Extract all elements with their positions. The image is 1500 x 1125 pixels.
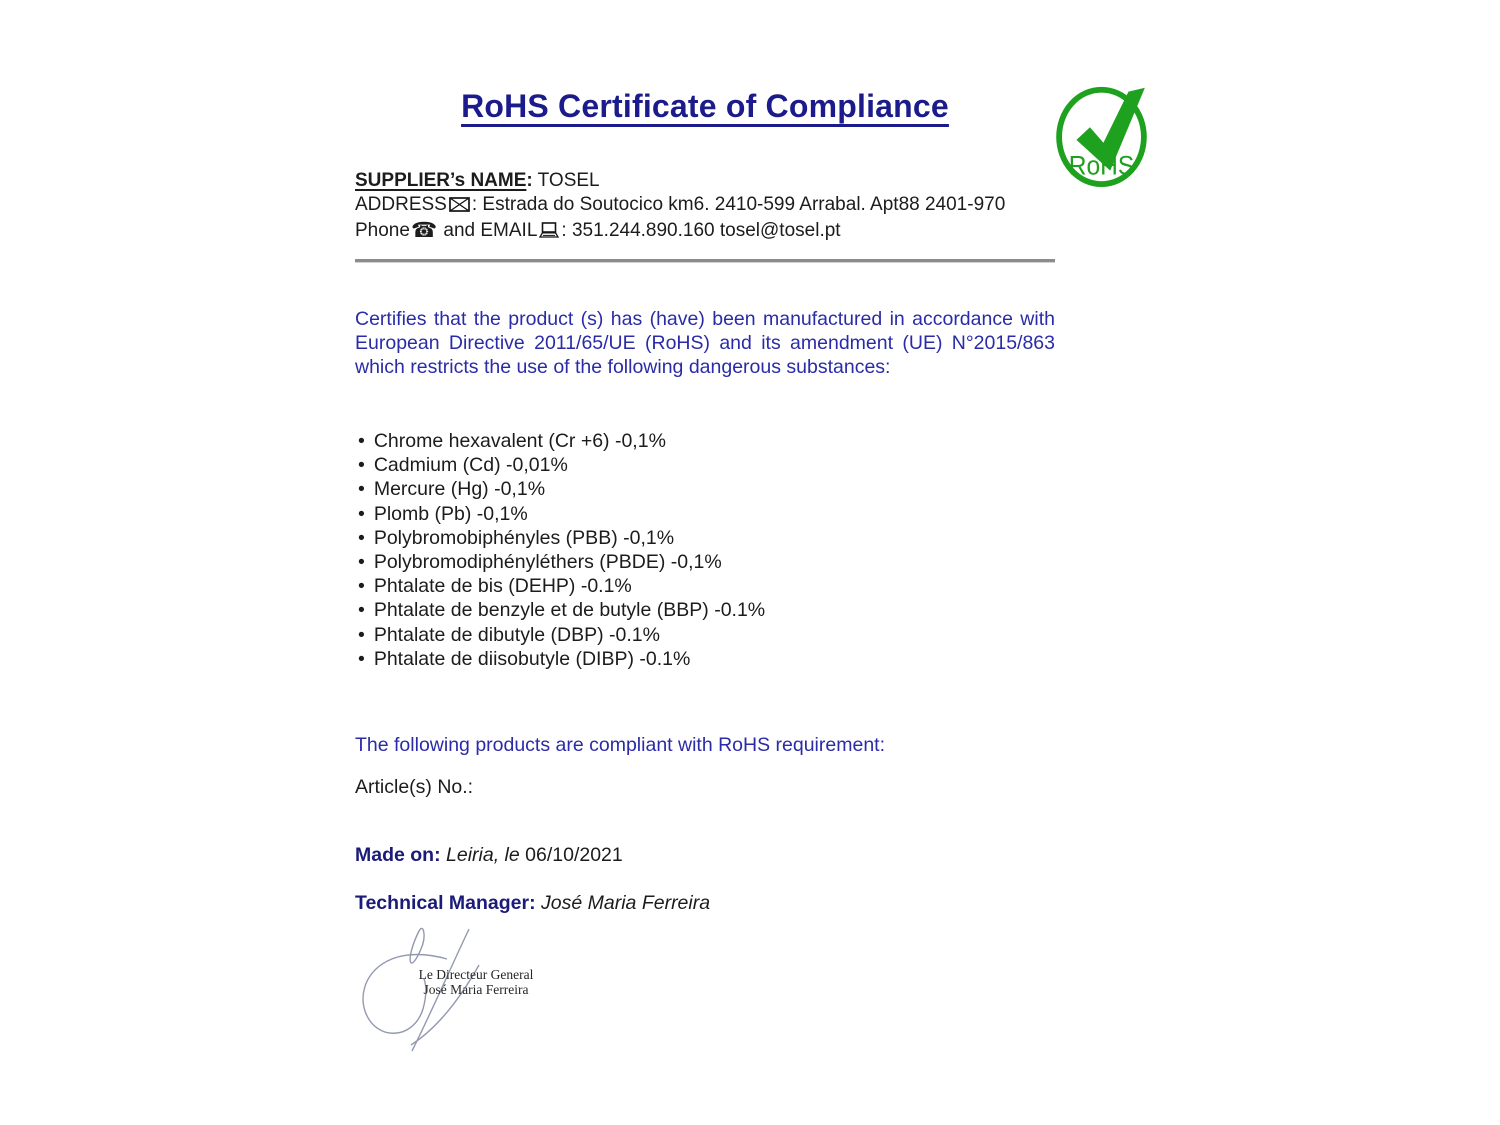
supplier-address-line: ADDRESS : Estrada do Soutocico km6. 2410-599 Arrabal. Apt88 2401-970	[355, 193, 1055, 219]
substance-item: • Phtalate de dibutyle (DBP) -0.1%	[358, 623, 1055, 647]
substance-item: • Polybromobiphényles (PBB) -0,1%	[358, 526, 1055, 550]
made-on-line	[355, 843, 1055, 867]
made-on-date: 06/10/2021	[525, 844, 623, 867]
signature-line-1: Le Directeur General	[418, 967, 534, 983]
substance-item: • Chrome hexavalent (Cr +6) -0,1%	[358, 429, 1055, 453]
phone-icon: ☎	[410, 219, 438, 242]
supplier-name-value: TOSEL	[537, 170, 600, 191]
rohs-checkmark-icon	[1053, 82, 1150, 188]
contact-value: 351.244.890.160 tosel@tosel.pt	[571, 220, 841, 241]
technical-manager-label: Technical Manager:	[355, 892, 536, 915]
substances-list	[355, 429, 1055, 671]
computer-icon	[539, 221, 559, 245]
signature-line-2: José Maria Ferreira	[423, 982, 529, 998]
substance-item: • Phtalate de diisobutyle (DIBP) -0.1%	[358, 647, 1055, 671]
and-email-label: and EMAIL	[443, 220, 538, 241]
horizontal-divider	[355, 259, 1055, 263]
signature-block	[355, 925, 585, 1057]
compliance-statement: The following products are compliant with RoHS requirement:	[355, 734, 885, 757]
substance-item: • Plomb (Pb) -0,1%	[358, 502, 1055, 526]
phone-label: Phone	[355, 220, 410, 241]
substance-item: • Phtalate de benzyle et de butyle (BBP) -0.1%	[358, 598, 1055, 622]
supplier-name-line: SUPPLIER’s NAME: TOSEL	[355, 170, 600, 191]
certification-statement: Certifies that the product (s) has (have) been manufactured in accordance with European Directive 2011/65/UE (RoHS) and its amendment (UE) N°2015/863 which restricts the use of the following dangerous substances:	[355, 308, 1055, 378]
envelope-icon	[449, 195, 470, 219]
signature-text	[391, 967, 561, 997]
certificate-content	[355, 0, 1055, 1057]
technical-manager-name: José Maria Ferreira	[541, 892, 711, 915]
substance-item: • Polybromodiphényléthers (PBDE) -0,1%	[358, 550, 1055, 574]
substance-item: • Mercure (Hg) -0,1%	[358, 477, 1055, 501]
substance-item: • Phtalate de bis (DEHP) -0.1%	[358, 574, 1055, 598]
address-value: Estrada do Soutocico km6. 2410-599 Arrabal. Apt88 2401-970	[482, 194, 1006, 215]
article-number-label: Article(s) No.:	[355, 776, 474, 799]
supplier-block	[355, 169, 1055, 245]
rohs-logo-text: RoHS	[1068, 150, 1135, 181]
substance-item: • Cadmium (Cd) -0,01%	[358, 453, 1055, 477]
rohs-logo	[1053, 82, 1150, 188]
page-title: RoHS Certificate of Compliance	[461, 88, 949, 124]
address-label: ADDRESS	[355, 194, 447, 215]
made-on-place: Leiria, le	[446, 844, 520, 867]
technical-manager-line	[355, 891, 1055, 915]
supplier-name-label: SUPPLIER’s NAME	[355, 170, 527, 191]
supplier-contact-line: Phone☎ and EMAIL : 351.244.890.160 tosel@tosel.pt	[355, 219, 1055, 245]
made-on-label: Made on:	[355, 844, 441, 867]
